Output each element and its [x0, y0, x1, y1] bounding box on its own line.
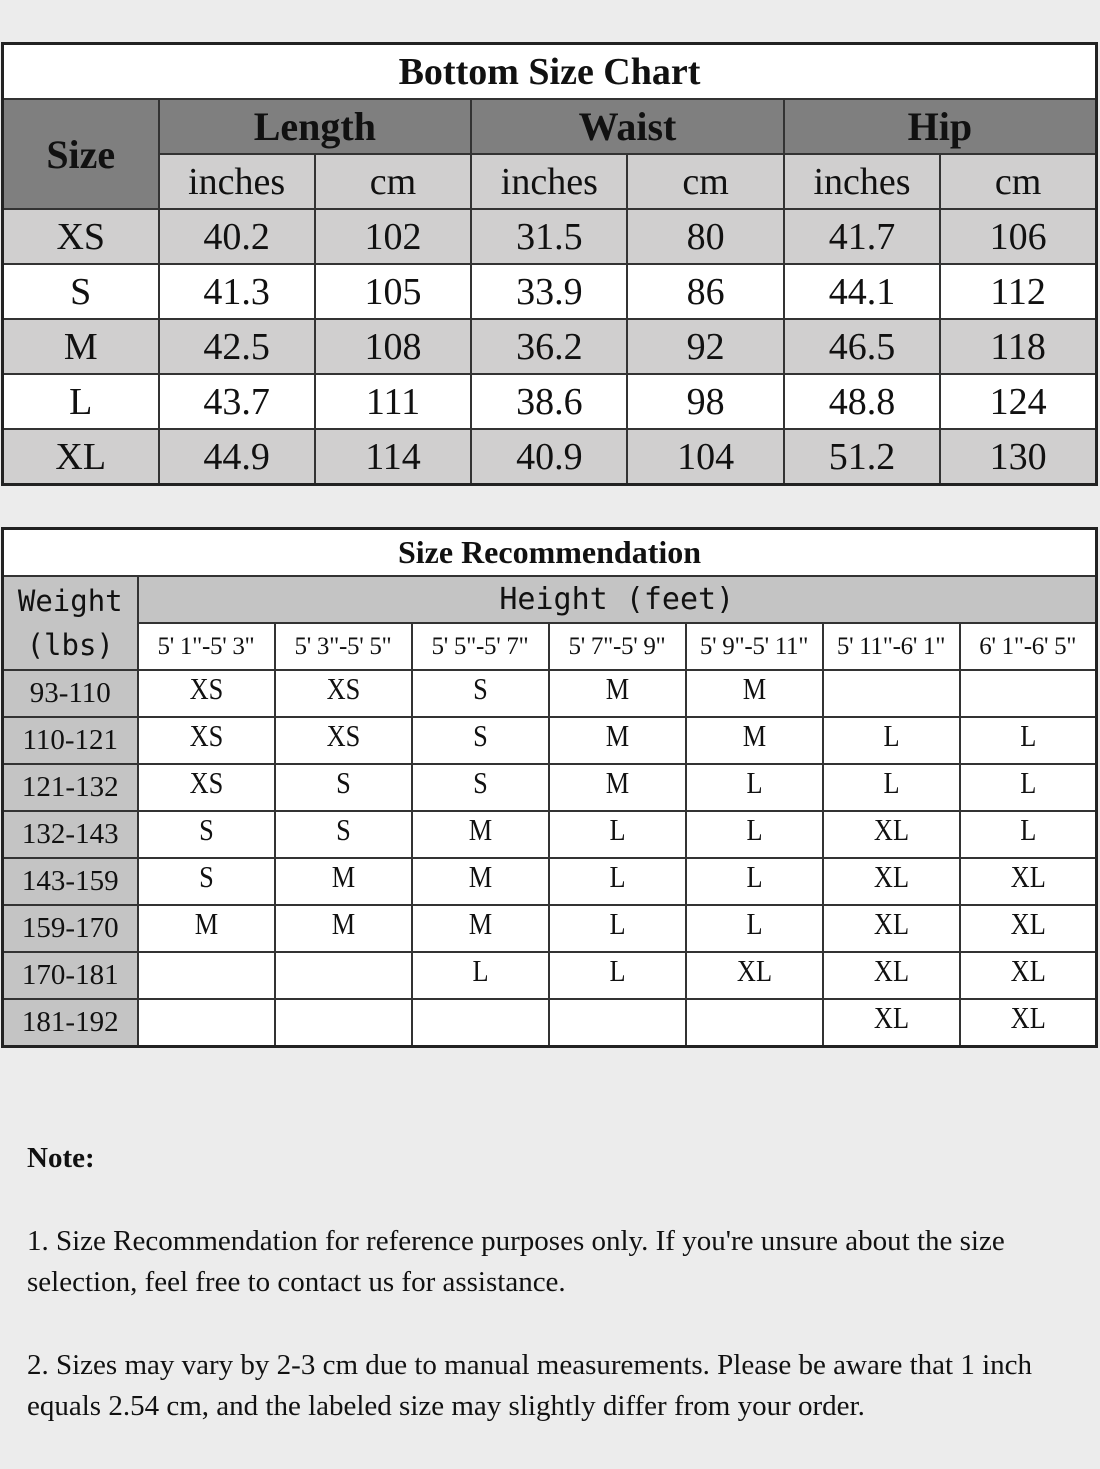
recommended-size-cell: [412, 670, 549, 717]
recommended-size-cell: [960, 811, 1097, 858]
recommended-size-cell: [960, 905, 1097, 952]
weight-header-unit: (lbs): [26, 628, 114, 662]
size-row: [3, 209, 1097, 264]
recommendation-body: [3, 670, 1097, 1047]
measurement-cell: 86: [627, 264, 783, 319]
size-chart-title: Bottom Size Chart: [3, 44, 1097, 100]
recommended-size-cell: [138, 764, 275, 811]
recommended-size-cell: [823, 952, 960, 999]
measurement-cell: 41.7: [784, 209, 940, 264]
recommended-size-cell: [960, 717, 1097, 764]
measurement-cell: 51.2: [784, 429, 940, 485]
recommended-size: L: [971, 812, 1085, 857]
recommended-size: [834, 671, 949, 716]
recommended-size: S: [423, 765, 538, 810]
bottom-size-chart: [1, 42, 1098, 486]
recommended-size-cell: [686, 905, 823, 952]
size-row: [3, 264, 1097, 319]
recommended-size: XL: [834, 812, 949, 857]
size-label: S: [3, 264, 159, 319]
measurement-cell: 111: [315, 374, 471, 429]
height-range-row: [3, 623, 1097, 670]
measurement-cell: 118: [940, 319, 1096, 374]
recommended-size-cell: [412, 952, 549, 999]
recommended-size-cell: [412, 764, 549, 811]
height-range-header: 5' 1"-5' 3": [138, 623, 275, 670]
recommended-size: [971, 671, 1085, 716]
weight-range: 181-192: [3, 999, 138, 1047]
weight-range: 143-159: [3, 858, 138, 905]
recommended-size-cell: [412, 717, 549, 764]
recommended-size-cell: [686, 952, 823, 999]
recommended-size-cell: [275, 999, 412, 1047]
size-label: XL: [3, 429, 159, 485]
unit-header: cm: [940, 154, 1096, 209]
recommended-size: [286, 1000, 401, 1045]
measurement-cell: 44.9: [159, 429, 315, 485]
hip-header: Hip: [784, 99, 1097, 154]
height-range-header: 6' 1"-6' 5": [960, 623, 1097, 670]
recommended-size: M: [560, 765, 675, 810]
measurement-cell: 36.2: [471, 319, 627, 374]
recommended-size: M: [286, 906, 401, 951]
recommended-size-cell: [412, 999, 549, 1047]
measurement-cell: 40.2: [159, 209, 315, 264]
unit-header: cm: [627, 154, 783, 209]
recommended-size: S: [423, 718, 538, 763]
recommended-size: L: [834, 765, 949, 810]
measurement-cell: 33.9: [471, 264, 627, 319]
height-range-header: 5' 7"-5' 9": [549, 623, 686, 670]
measurement-cell: 31.5: [471, 209, 627, 264]
recommended-size: XL: [971, 906, 1085, 951]
recommended-size: XS: [149, 765, 264, 810]
waist-header: Waist: [471, 99, 784, 154]
weight-range: 110-121: [3, 717, 138, 764]
note-item: 1. Size Recommendation for reference purposes only. If you're unsure about the size selection, feel free to contact us for assistance.: [27, 1225, 1005, 1298]
recommended-size-cell: [823, 717, 960, 764]
height-header: Height (feet): [138, 576, 1097, 623]
recommended-size-cell: [275, 905, 412, 952]
recommended-size-cell: [960, 764, 1097, 811]
recommended-size-cell: [823, 764, 960, 811]
recommended-size-cell: [412, 858, 549, 905]
recommendation-row: [3, 858, 1097, 905]
recommended-size-cell: [275, 858, 412, 905]
recommended-size: M: [697, 718, 812, 763]
recommended-size-cell: [549, 717, 686, 764]
recommended-size: M: [149, 906, 264, 951]
recommended-size-cell: [549, 670, 686, 717]
size-chart-body: [3, 209, 1097, 485]
measurement-cell: 124: [940, 374, 1096, 429]
size-recommendation-chart: [1, 527, 1098, 1048]
weight-range: 132-143: [3, 811, 138, 858]
measurement-cell: 102: [315, 209, 471, 264]
recommendation-row: [3, 905, 1097, 952]
recommendation-row: [3, 952, 1097, 999]
recommended-size: [286, 953, 401, 998]
recommended-size-cell: [138, 717, 275, 764]
recommendation-row: [3, 717, 1097, 764]
recommended-size-cell: [275, 670, 412, 717]
weight-range: 170-181: [3, 952, 138, 999]
recommended-size-cell: [412, 905, 549, 952]
size-row: [3, 374, 1097, 429]
recommended-size-cell: [960, 670, 1097, 717]
recommended-size: [697, 1000, 812, 1045]
unit-header: inches: [159, 154, 315, 209]
recommended-size: [560, 1000, 675, 1045]
recommended-size-cell: [823, 670, 960, 717]
recommended-size: M: [423, 906, 538, 951]
unit-header: cm: [315, 154, 471, 209]
measurement-cell: 48.8: [784, 374, 940, 429]
recommended-size: M: [560, 671, 675, 716]
recommended-size-cell: [823, 905, 960, 952]
recommended-size: XS: [149, 671, 264, 716]
measurement-cell: 114: [315, 429, 471, 485]
measurement-cell: 80: [627, 209, 783, 264]
recommended-size: [149, 953, 264, 998]
measurement-cell: 98: [627, 374, 783, 429]
notes-section: [27, 1138, 1077, 1469]
note-item: 2. Sizes may vary by 2-3 cm due to manual measurements. Please be aware that 1 inch equals 2.54 cm, and the labeled size may slightly differ from your order.: [27, 1349, 1033, 1422]
measurement-cell: 41.3: [159, 264, 315, 319]
height-range-header: 5' 11"-6' 1": [823, 623, 960, 670]
recommended-size: L: [560, 859, 675, 904]
recommended-size: [423, 1000, 538, 1045]
height-range-header: 5' 9"-5' 11": [686, 623, 823, 670]
weight-range: 93-110: [3, 670, 138, 717]
recommended-size-cell: [686, 811, 823, 858]
recommended-size-cell: [549, 811, 686, 858]
recommended-size-cell: [960, 999, 1097, 1047]
recommended-size: S: [286, 765, 401, 810]
recommended-size-cell: [275, 952, 412, 999]
recommended-size: L: [560, 953, 675, 998]
recommended-size: XL: [971, 1000, 1085, 1045]
recommended-size: XL: [834, 859, 949, 904]
recommended-size: S: [286, 812, 401, 857]
recommendation-title: Size Recommendation: [3, 529, 1097, 577]
recommended-size: L: [697, 812, 812, 857]
recommended-size-cell: [686, 858, 823, 905]
weight-range: 121-132: [3, 764, 138, 811]
recommendation-row: [3, 811, 1097, 858]
recommended-size-cell: [138, 905, 275, 952]
recommendation-row: [3, 999, 1097, 1047]
recommended-size: L: [971, 718, 1085, 763]
recommended-size: L: [423, 953, 538, 998]
recommended-size: M: [423, 859, 538, 904]
measurement-cell: 108: [315, 319, 471, 374]
recommended-size-cell: [549, 905, 686, 952]
recommended-size-cell: [823, 999, 960, 1047]
recommended-size-cell: [138, 670, 275, 717]
recommended-size: L: [834, 718, 949, 763]
recommended-size: XS: [286, 718, 401, 763]
recommended-size-cell: [138, 999, 275, 1047]
measurement-cell: 40.9: [471, 429, 627, 485]
recommended-size-cell: [823, 858, 960, 905]
recommended-size: XL: [834, 906, 949, 951]
measurement-cell: 106: [940, 209, 1096, 264]
recommended-size-cell: [960, 858, 1097, 905]
recommended-size-cell: [138, 858, 275, 905]
recommended-size-cell: [275, 811, 412, 858]
measurement-cell: 104: [627, 429, 783, 485]
size-row: [3, 319, 1097, 374]
recommended-size: M: [423, 812, 538, 857]
recommendation-row: [3, 764, 1097, 811]
recommended-size: [149, 1000, 264, 1045]
measurement-cell: 44.1: [784, 264, 940, 319]
recommended-size-cell: [412, 811, 549, 858]
size-label: XS: [3, 209, 159, 264]
recommended-size: M: [560, 718, 675, 763]
recommended-size-cell: [549, 764, 686, 811]
size-label: L: [3, 374, 159, 429]
size-row: [3, 429, 1097, 485]
weight-range: 159-170: [3, 905, 138, 952]
recommended-size: L: [697, 859, 812, 904]
length-header: Length: [159, 99, 472, 154]
recommended-size: XS: [286, 671, 401, 716]
recommended-size: L: [697, 765, 812, 810]
recommended-size: XL: [834, 953, 949, 998]
unit-header: inches: [471, 154, 627, 209]
recommended-size-cell: [549, 858, 686, 905]
size-header: Size: [3, 99, 159, 209]
recommended-size: XL: [834, 1000, 949, 1045]
recommended-size-cell: [823, 811, 960, 858]
recommended-size: M: [697, 671, 812, 716]
recommended-size-cell: [549, 952, 686, 999]
recommended-size: L: [971, 765, 1085, 810]
recommended-size: M: [286, 859, 401, 904]
recommended-size: XS: [149, 718, 264, 763]
recommended-size-cell: [686, 670, 823, 717]
recommended-size-cell: [275, 717, 412, 764]
size-label: M: [3, 319, 159, 374]
recommended-size-cell: [138, 952, 275, 999]
recommended-size-cell: [686, 717, 823, 764]
unit-header: inches: [784, 154, 940, 209]
recommended-size-cell: [138, 811, 275, 858]
measurement-cell: 92: [627, 319, 783, 374]
notes-title: Note:: [27, 1142, 95, 1174]
recommended-size: L: [697, 906, 812, 951]
recommended-size: S: [149, 859, 264, 904]
measurement-cell: 105: [315, 264, 471, 319]
recommendation-row: [3, 670, 1097, 717]
recommended-size: XL: [971, 859, 1085, 904]
recommended-size-cell: [960, 952, 1097, 999]
height-range-header: 5' 5"-5' 7": [412, 623, 549, 670]
recommended-size-cell: [686, 999, 823, 1047]
weight-header-label: Weight: [17, 584, 123, 618]
recommended-size: S: [423, 671, 538, 716]
recommended-size-cell: [686, 764, 823, 811]
measurement-cell: 46.5: [784, 319, 940, 374]
measurement-cell: 43.7: [159, 374, 315, 429]
measurement-cell: 112: [940, 264, 1096, 319]
height-range-header: 5' 3"-5' 5": [275, 623, 412, 670]
recommended-size-cell: [549, 999, 686, 1047]
weight-header: [3, 576, 138, 670]
measurement-cell: 130: [940, 429, 1096, 485]
measurement-cell: 38.6: [471, 374, 627, 429]
recommended-size: XL: [697, 953, 812, 998]
recommended-size: L: [560, 812, 675, 857]
recommended-size: S: [149, 812, 264, 857]
recommended-size: XL: [971, 953, 1085, 998]
recommended-size: L: [560, 906, 675, 951]
measurement-cell: 42.5: [159, 319, 315, 374]
recommended-size-cell: [275, 764, 412, 811]
